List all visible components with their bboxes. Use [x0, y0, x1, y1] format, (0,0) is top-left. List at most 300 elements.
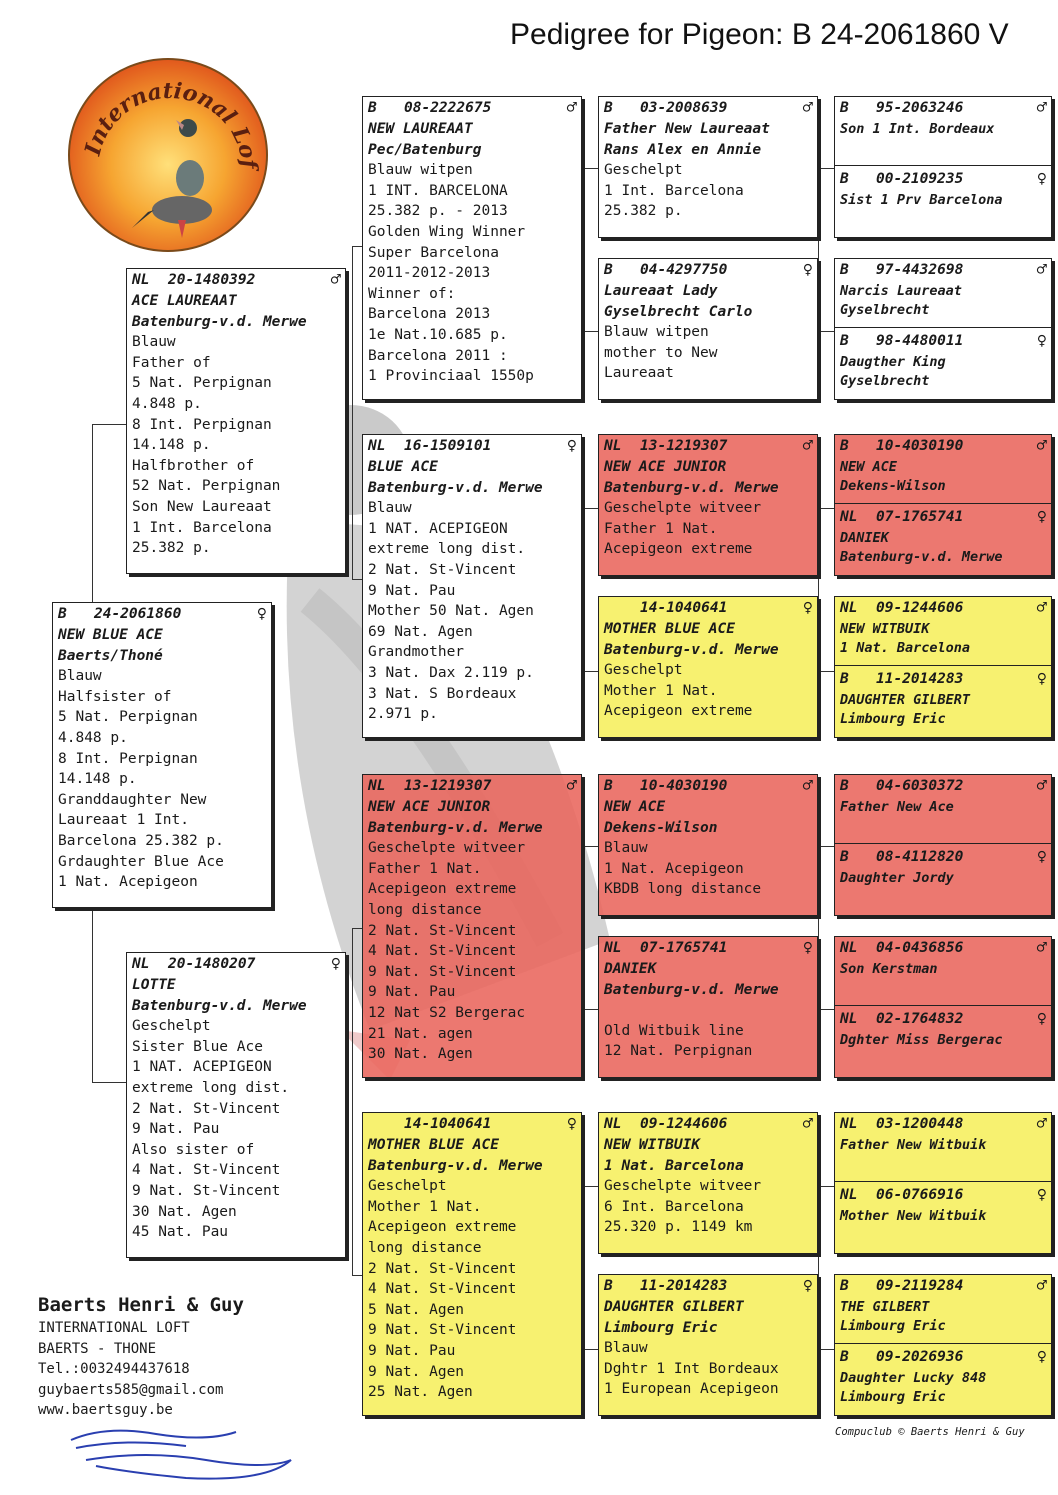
connector-g4-4 [818, 1186, 835, 1350]
pigeon-card-dam-dam[interactable] [362, 1112, 582, 1416]
pigeon-detail-line: 2011-2012-2013 [368, 265, 491, 282]
pigeon-name: Father New Witbuik [840, 1137, 987, 1153]
pigeon-detail-line: 2 Nat. St-Vincent [368, 561, 517, 578]
pigeon-detail-line: Dghtr 1 Int Bordeaux [604, 1360, 779, 1377]
pigeon-detail-line: Acepigeon extreme [604, 703, 753, 720]
sire-entry [840, 259, 1047, 319]
pigeon-detail-line: Laureaat 1 Int. [58, 812, 189, 829]
male-symbol-icon: ♂ [1036, 597, 1047, 618]
ring-number: 24-2061860 [94, 605, 182, 622]
pigeon-name: Daughter Lucky 848 [840, 1370, 987, 1386]
male-symbol-icon: ♂ [330, 269, 341, 290]
ring-number: 09-1244606 [640, 1115, 728, 1132]
ring-number: 07-1765741 [876, 508, 964, 525]
sire-entry [840, 1113, 1047, 1155]
pigeon-name: NEW ACE [840, 459, 897, 475]
breeder-name: Baerts Henri & Guy [38, 1294, 244, 1316]
pigeon-detail-line: Blauw [58, 668, 102, 685]
pigeon-detail-line: 5 Nat. Perpignan [58, 709, 198, 726]
ring-header [840, 937, 1047, 959]
pigeon-detail-line: 4 Nat. St-Vincent [368, 1281, 517, 1298]
pigeon-detail-line: 3 Nat. Dax 2.119 p. [368, 664, 534, 681]
pigeon-detail-line: Sister Blue Ace [132, 1038, 263, 1055]
pigeon-name: DAUGHTER GILBERT [840, 692, 971, 708]
country-code: B [840, 170, 849, 187]
ring-header [840, 97, 1047, 119]
pigeon-detail-line: Geschelpte witveer [368, 840, 526, 857]
pigeon-detail-line: Father 1 Nat. [368, 860, 482, 877]
ring-header [840, 435, 1047, 457]
pigeon-detail-line: 8 Int. Perpignan [58, 750, 198, 767]
dam-entry [840, 1184, 1047, 1226]
pigeon-logo-icon [70, 60, 266, 250]
pigeon-name: Father New Ace [840, 799, 954, 815]
country-code: NL [604, 1115, 622, 1132]
sire-entry [840, 937, 1047, 979]
pair-divider [835, 665, 1051, 666]
pigeon-detail-line: Grdaughter Blue Ace [58, 853, 224, 870]
pigeon-detail-line: 12 Nat. Perpignan [604, 1043, 753, 1060]
female-symbol-icon: ♀ [802, 1275, 813, 1296]
ring-number: 98-4480011 [876, 332, 964, 349]
male-symbol-icon: ♂ [1036, 775, 1047, 796]
pigeon-detail-line: Geschelpt [132, 1018, 211, 1035]
pigeon-detail-line: Blauw witpen [604, 324, 709, 341]
ring-number: 20-1480207 [168, 955, 256, 972]
female-symbol-icon: ♀ [1036, 1346, 1047, 1367]
ring-header [604, 259, 813, 281]
pigeon-card-ds-dam[interactable] [598, 936, 818, 1078]
page-title: Pedigree for Pigeon: B 24-2061860 V [510, 18, 1009, 51]
pigeon-detail-line: Winner of: [368, 285, 456, 302]
connector-g3-4 [582, 1186, 599, 1350]
pigeon-detail-line: 21 Nat. agen [368, 1025, 473, 1042]
country-code: B [58, 605, 67, 622]
country-code: NL [368, 777, 386, 794]
ring-header [840, 506, 1047, 528]
sire-entry [840, 97, 1047, 139]
connector-g3-2 [582, 508, 599, 672]
pigeon-detail-line: 9 Nat. Pau [132, 1121, 220, 1138]
pigeon-detail-line: 9 Nat. St-Vincent [132, 1182, 281, 1199]
ring-header [840, 1113, 1047, 1135]
pigeon-pair-card[interactable] [834, 96, 1052, 238]
ring-header [840, 330, 1047, 352]
pigeon-card-dd-sire[interactable] [598, 1112, 818, 1254]
pigeon-name: DANIEK [840, 530, 889, 546]
pigeon-detail-line: 14.148 p. [132, 437, 211, 454]
female-symbol-icon: ♀ [1036, 1184, 1047, 1205]
ring-number: 08-2222675 [404, 99, 492, 116]
pigeon-detail-line: 4 Nat. St-Vincent [132, 1162, 281, 1179]
ring-number: 14-1040641 [404, 1115, 492, 1132]
ring-header [368, 97, 577, 119]
pigeon-detail-line: Geschelpt [604, 662, 683, 679]
dam-entry [840, 668, 1047, 728]
country-code: B [840, 332, 849, 349]
ring-number: 04-0436856 [876, 939, 964, 956]
pigeon-detail-line: extreme long dist. [368, 541, 526, 558]
ring-header [840, 846, 1047, 868]
sire-entry [840, 775, 1047, 817]
country-code: B [840, 670, 849, 687]
pigeon-detail-line: 4 Nat. St-Vincent [368, 943, 517, 960]
male-symbol-icon: ♂ [566, 775, 577, 796]
pigeon-detail-line: 9 Nat. Pau [368, 582, 456, 599]
pigeon-name: NEW WITBUIK [604, 1137, 701, 1153]
ring-header [132, 269, 341, 291]
dam-entry [840, 506, 1047, 566]
pigeon-detail-line: 2 Nat. St-Vincent [368, 1260, 517, 1277]
pigeon-loft: 1 Nat. Barcelona [840, 640, 971, 656]
female-symbol-icon: ♀ [566, 435, 577, 456]
pigeon-detail-line: 52 Nat. Perpignan [132, 478, 281, 495]
pigeon-pair-card[interactable] [834, 1112, 1052, 1254]
pigeon-detail-line: 1 Provinciaal 1550p [368, 368, 534, 385]
pigeon-card-sire-sire[interactable] [362, 96, 582, 400]
pigeon-detail-line: Acepigeon extreme [604, 541, 753, 558]
female-symbol-icon: ♀ [802, 597, 813, 618]
country-code: B [840, 261, 849, 278]
pigeon-detail-line: 2 Nat. St-Vincent [132, 1100, 281, 1117]
ring-header [368, 775, 577, 797]
pigeon-detail-line: 1 INT. BARCELONA [368, 182, 508, 199]
country-code: B [604, 261, 613, 278]
pigeon-detail-line: 69 Nat. Agen [368, 623, 473, 640]
ring-number: 09-2119284 [876, 1277, 964, 1294]
pair-divider [835, 503, 1051, 504]
pigeon-pair-card[interactable] [834, 596, 1052, 738]
pigeon-detail-line: 1e Nat.10.685 p. [368, 326, 508, 343]
dam-entry [840, 168, 1047, 210]
male-symbol-icon: ♂ [1036, 259, 1047, 280]
ring-number: 16-1509101 [404, 437, 492, 454]
pair-divider [835, 1181, 1051, 1182]
country-code: B [840, 1277, 849, 1294]
pigeon-detail-line: 1 Int. Barcelona [604, 182, 744, 199]
ring-header [604, 937, 813, 959]
pigeon-loft: Batenburg-v.d. Merwe [604, 641, 779, 658]
pigeon-detail-line: Blauw [604, 840, 648, 857]
female-symbol-icon: ♀ [566, 1113, 577, 1134]
male-symbol-icon: ♂ [1036, 937, 1047, 958]
ring-header [840, 1008, 1047, 1030]
pigeon-detail-line: Geschelpt [604, 162, 683, 179]
ring-number: 11-2014283 [876, 670, 964, 687]
country-code: B [604, 1277, 613, 1294]
ring-header [840, 168, 1047, 190]
ring-number: 13-1219307 [404, 777, 492, 794]
breeder-email[interactable]: guybaerts585@gmail.com [38, 1381, 224, 1398]
pigeon-loft: Limbourg Eric [840, 711, 946, 727]
pigeon-name: Dghter Miss Bergerac [840, 1032, 1003, 1048]
pigeon-card-sire[interactable] [126, 268, 346, 574]
pigeon-loft: Batenburg-v.d. Merwe [368, 479, 543, 496]
female-symbol-icon: ♀ [802, 259, 813, 280]
pigeon-detail-line: Acepigeon extreme [368, 881, 517, 898]
pigeon-detail-line: 9 Nat. Agen [368, 1363, 465, 1380]
connector-g4-3 [818, 846, 835, 1010]
pigeon-detail-line: 9 Nat. Pau [368, 1342, 456, 1359]
pigeon-detail-line: Geschelpte witveer [604, 1178, 762, 1195]
ring-header [840, 668, 1047, 690]
ring-number: 10-4030190 [640, 777, 728, 794]
pigeon-detail-line: Golden Wing Winner [368, 223, 526, 240]
pair-divider [835, 1343, 1051, 1344]
pigeon-loft: Rans Alex en Annie [604, 141, 762, 158]
pigeon-detail-line: 4.848 p. [132, 395, 202, 412]
pigeon-card-ds-sire[interactable] [598, 774, 818, 916]
country-code: NL [840, 599, 858, 616]
female-symbol-icon: ♀ [1036, 668, 1047, 689]
ring-header [604, 435, 813, 457]
pigeon-name: DAUGHTER GILBERT [604, 1299, 744, 1315]
country-code: NL [840, 508, 858, 525]
pigeon-detail-line: Acepigeon extreme [368, 1219, 517, 1236]
breeder-line: INTERNATIONAL LOFT [38, 1320, 190, 1336]
ring-header [840, 1346, 1047, 1368]
pigeon-detail-line: 2.971 p. [368, 706, 438, 723]
connector-g4-1 [818, 168, 835, 332]
pigeon-card-sd-sire[interactable] [598, 434, 818, 576]
ring-header [58, 603, 267, 625]
country-code: B [840, 848, 849, 865]
pigeon-detail-line: 9 Nat. St-Vincent [368, 1322, 517, 1339]
ring-number: 07-1765741 [640, 939, 728, 956]
pigeon-pair-card[interactable] [834, 774, 1052, 916]
pigeon-pair-card[interactable] [834, 936, 1052, 1078]
pigeon-name: Daughter Jordy [840, 870, 954, 886]
pigeon-detail-line: Laureaat [604, 365, 674, 382]
country-code: NL [840, 1010, 858, 1027]
ring-number: 14-1040641 [640, 599, 728, 616]
pigeon-detail-line: Old Witbuik line [604, 1022, 744, 1039]
pigeon-detail-line: Father 1 Nat. [604, 520, 718, 537]
country-code: NL [604, 437, 622, 454]
pigeon-name: NEW ACE [604, 799, 666, 815]
pigeon-loft: Pec/Batenburg [368, 141, 482, 158]
ring-number: 97-4432698 [876, 261, 964, 278]
pigeon-detail-line: KBDB long distance [604, 881, 762, 898]
ring-number: 10-4030190 [876, 437, 964, 454]
female-symbol-icon: ♀ [1036, 168, 1047, 189]
country-code: B [604, 99, 613, 116]
pigeon-name: BLUE ACE [368, 459, 438, 475]
ring-number: 00-2109235 [876, 170, 964, 187]
pigeon-name: Narcis Laureaat [840, 283, 962, 299]
pigeon-detail-line: 30 Nat. Agen [368, 1046, 473, 1063]
pigeon-name: Son Kerstman [840, 961, 938, 977]
dam-entry [840, 846, 1047, 888]
pigeon-loft: Gyselbrecht [840, 373, 930, 389]
dam-entry [840, 330, 1047, 390]
female-symbol-icon: ♀ [1036, 1008, 1047, 1029]
sire-entry [840, 435, 1047, 495]
pigeon-detail-line: 8 Int. Perpignan [132, 416, 272, 433]
ring-number: 03-1200448 [876, 1115, 964, 1132]
breeder-line: BAERTS - THONE [38, 1340, 157, 1357]
ring-header [132, 953, 341, 975]
pigeon-name: MOTHER BLUE ACE [368, 1137, 499, 1153]
pigeon-loft: Batenburg-v.d. Merwe [132, 997, 307, 1014]
pigeon-detail-line [604, 1000, 813, 1021]
pigeon-detail-line: Barcelona 2011 : [368, 347, 508, 364]
pigeon-name: Mother New Witbuik [840, 1208, 987, 1224]
pigeon-card-sd-dam[interactable] [598, 596, 818, 738]
pigeon-detail-line: Super Barcelona [368, 244, 499, 261]
pair-divider [835, 327, 1051, 328]
pigeon-loft: Gyselbrecht Carlo [604, 303, 753, 320]
pair-divider [835, 1005, 1051, 1006]
ring-number: 09-1244606 [876, 599, 964, 616]
ring-header [604, 775, 813, 797]
ring-number: 95-2063246 [876, 99, 964, 116]
pigeon-detail-line: mother to New [604, 344, 718, 361]
pigeon-detail-line: Granddaughter New [58, 791, 207, 808]
male-symbol-icon: ♂ [1036, 1275, 1047, 1296]
pigeon-detail-line: 30 Nat. Agen [132, 1203, 237, 1220]
dam-entry [840, 1346, 1047, 1406]
pigeon-detail-line: Geschelpt [368, 1178, 447, 1195]
connector-g3-3 [582, 846, 599, 1010]
pair-divider [835, 843, 1051, 844]
pigeon-detail-line: long distance [368, 1239, 482, 1256]
pigeon-detail-line: 25.382 p. - 2013 [368, 203, 508, 220]
pigeon-name: THE GILBERT [840, 1299, 930, 1315]
breeder-phone: Tel.:0032494437618 [38, 1361, 190, 1378]
ring-header [604, 1113, 813, 1135]
pigeon-loft: Dekens-Wilson [840, 478, 946, 494]
ring-number: 20-1480392 [168, 271, 256, 288]
pigeon-detail-line: 12 Nat S2 Bergerac [368, 1004, 526, 1021]
country-code: NL [840, 1115, 858, 1132]
pigeon-detail-line: 1 Nat. Acepigeon [58, 874, 198, 891]
ring-number: 03-2008639 [640, 99, 728, 116]
pigeon-pair-card[interactable] [834, 258, 1052, 400]
country-code: B [840, 99, 849, 116]
pigeon-detail-line: 25.382 p. [132, 540, 211, 557]
pigeon-detail-line: 5 Nat. Perpignan [132, 375, 272, 392]
ring-header [840, 1275, 1047, 1297]
pigeon-loft: Limbourg Eric [840, 1318, 946, 1334]
ring-header [604, 97, 813, 119]
ring-header [368, 1113, 577, 1135]
pigeon-name: Father New Laureaat [604, 121, 770, 137]
pigeon-name: Daugther King [840, 354, 946, 370]
country-code: NL [604, 939, 622, 956]
pigeon-detail-line: 25.382 p. [604, 203, 683, 220]
pigeon-pair-card[interactable] [834, 1274, 1052, 1416]
connector-g3-1 [582, 168, 599, 332]
pigeon-detail-line: 1 NAT. ACEPIGEON [132, 1059, 272, 1076]
ring-header [368, 435, 577, 457]
pigeon-loft: Batenburg-v.d. Merwe [604, 479, 779, 496]
pigeon-detail-line: 2 Nat. St-Vincent [368, 922, 517, 939]
ring-number: 09-2026936 [876, 1348, 964, 1365]
country-code: NL [368, 437, 386, 454]
pigeon-loft: Dekens-Wilson [604, 819, 718, 836]
pigeon-detail-line: Son New Laureaat [132, 498, 272, 515]
pigeon-name: NEW ACE JUNIOR [604, 459, 727, 475]
international-loft-logo [68, 58, 268, 252]
footer-copyright: Compuclub © Baerts Henri & Guy [835, 1426, 1025, 1438]
pigeon-detail-line: Mother 1 Nat. [368, 1198, 482, 1215]
pigeon-detail-line: Barcelona 25.382 p. [58, 832, 224, 849]
pigeon-card-dam-sire[interactable] [362, 774, 582, 1078]
pigeon-detail-line: Mother 50 Nat. Agen [368, 603, 534, 620]
pigeon-detail-line: 1 European Acepigeon [604, 1381, 779, 1398]
ring-number: 04-4297750 [640, 261, 728, 278]
male-symbol-icon: ♂ [802, 1113, 813, 1134]
pigeon-detail-line: 25.320 p. 1149 km [604, 1219, 753, 1236]
svg-text:International Loft [70, 60, 262, 173]
male-symbol-icon: ♂ [802, 97, 813, 118]
sire-entry [840, 1275, 1047, 1335]
male-symbol-icon: ♂ [802, 435, 813, 456]
pigeon-loft: Batenburg-v.d. Merwe [840, 549, 1003, 565]
pigeon-card-ss-dam[interactable] [598, 258, 818, 400]
country-code: NL [840, 1186, 858, 1203]
pigeon-detail-line: 3 Nat. S Bordeaux [368, 685, 517, 702]
pigeon-detail-line: Blauw witpen [368, 162, 473, 179]
ring-header [604, 597, 813, 619]
female-symbol-icon: ♀ [1036, 330, 1047, 351]
pigeon-detail-line: 14.148 p. [58, 771, 137, 788]
pigeon-name: MOTHER BLUE ACE [604, 621, 735, 637]
pigeon-loft: Batenburg-v.d. Merwe [368, 819, 543, 836]
ring-number: 06-0766916 [876, 1186, 964, 1203]
connector-subject-dam [92, 908, 129, 1083]
country-code: B [368, 99, 377, 116]
pigeon-detail-line: Mother 1 Nat. [604, 682, 718, 699]
pigeon-card-dd-dam[interactable] [598, 1274, 818, 1416]
pigeon-loft: Gyselbrecht [840, 302, 930, 318]
ring-header [840, 259, 1047, 281]
pigeon-detail-line: Halfsister of [58, 688, 172, 705]
pigeon-detail-line: Geschelpte witveer [604, 500, 762, 517]
country-code: NL [840, 939, 858, 956]
country-code: B [840, 437, 849, 454]
female-symbol-icon: ♀ [330, 953, 341, 974]
pigeon-detail-line: 1 Nat. Acepigeon [604, 860, 744, 877]
country-code: NL [132, 955, 150, 972]
ring-number: 11-2014283 [640, 1277, 728, 1294]
pigeon-card-subject[interactable] [52, 602, 272, 908]
female-symbol-icon: ♀ [1036, 846, 1047, 867]
pigeon-detail-line: 25 Nat. Agen [368, 1384, 473, 1401]
breeder-info [38, 1292, 244, 1421]
male-symbol-icon: ♂ [1036, 435, 1047, 456]
pigeon-loft: Batenburg-v.d. Merwe [604, 981, 779, 998]
breeder-website[interactable]: www.baertsguy.be [38, 1402, 173, 1419]
male-symbol-icon: ♂ [566, 97, 577, 118]
country-code: B [840, 1348, 849, 1365]
pigeon-card-ss-sire[interactable] [598, 96, 818, 238]
male-symbol-icon: ♂ [1036, 1113, 1047, 1134]
pigeon-name: NEW BLUE ACE [58, 627, 163, 643]
dam-entry [840, 1008, 1047, 1050]
ring-number: 13-1219307 [640, 437, 728, 454]
female-symbol-icon: ♀ [802, 937, 813, 958]
pigeon-card-dam[interactable] [126, 952, 346, 1258]
pigeon-loft: Batenburg-v.d. Merwe [132, 313, 307, 330]
pigeon-pair-card[interactable] [834, 434, 1052, 576]
pigeon-detail-line: Father of [132, 354, 211, 371]
male-symbol-icon: ♂ [802, 775, 813, 796]
ring-number: 08-4112820 [876, 848, 964, 865]
pigeon-card-sire-dam[interactable] [362, 434, 582, 738]
pigeon-name: LOTTE [132, 977, 176, 993]
